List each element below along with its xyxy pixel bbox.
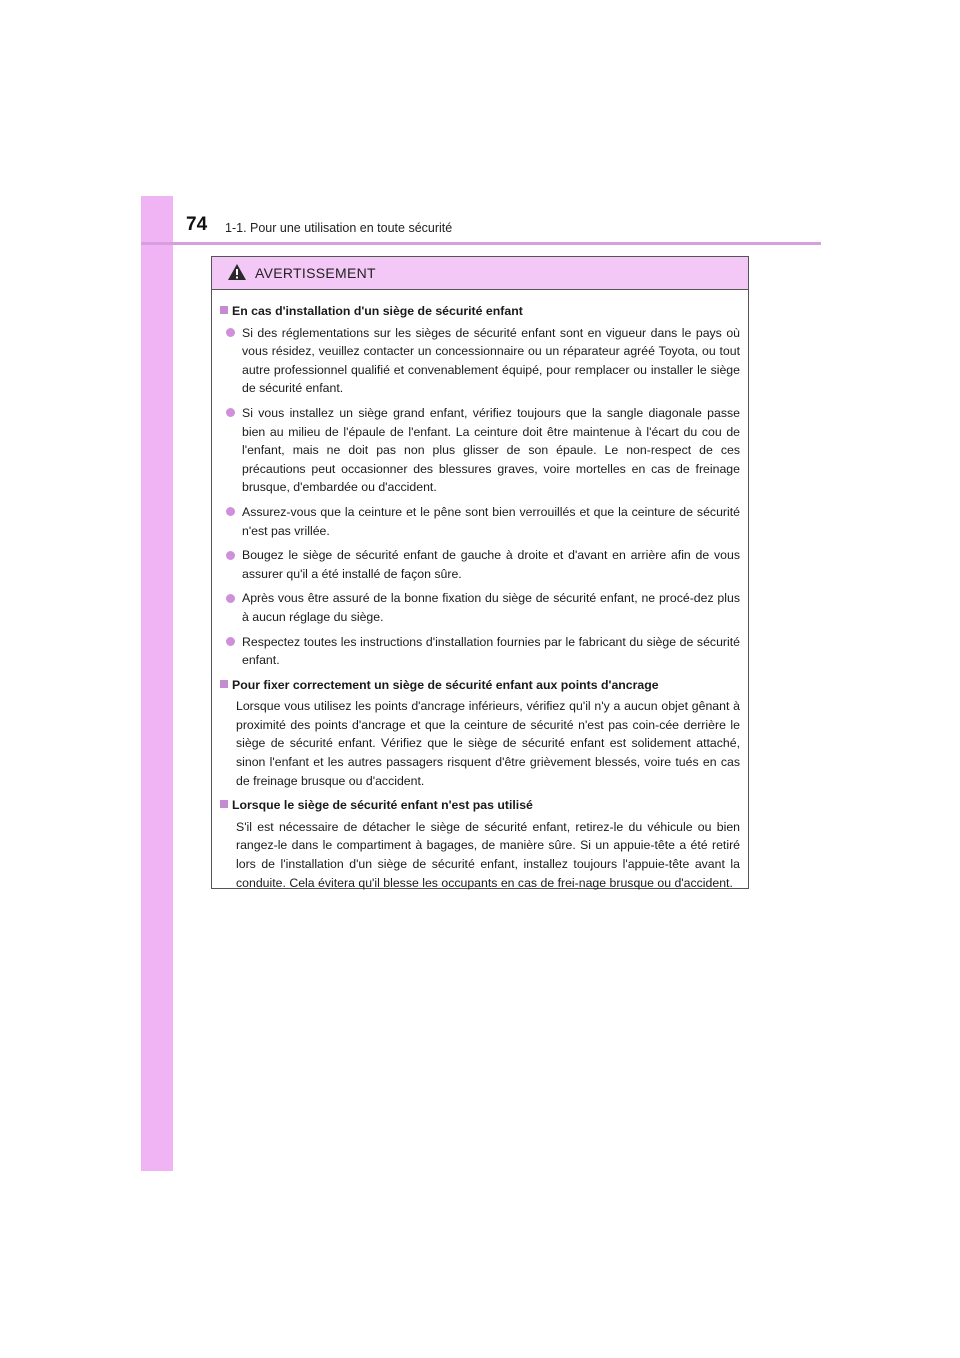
- warning-triangle-icon: [227, 263, 247, 281]
- list-item: [220, 503, 740, 540]
- list-item: [220, 589, 740, 626]
- list-item-text: Bougez le siège de sécurité enfant de gauche à droite et d'avant en arrière afin de vous assurer qu'il a été installé de façon sûre.: [242, 548, 740, 581]
- subsection-title-text: Pour fixer correctement un siège de sécurité enfant aux points d'ancrage: [232, 677, 659, 692]
- square-bullet-icon: [220, 680, 228, 688]
- list-item-text: Si des réglementations sur les sièges de sécurité enfant sont en vigueur dans le pays où vous résidez, veuillez contacter un concessionnaire ou un réparateur agréé Toyota, ou tout autre professionnel qualifié et convenablement équipé, pour remplacer ou installer le siège de sécurité enfant.: [242, 325, 740, 396]
- subsection-title-text: En cas d'installation d'un siège de sécurité enfant: [232, 304, 523, 318]
- square-bullet-icon: [220, 800, 228, 808]
- list-item-text: Respectez toutes les instructions d'installation fournies par le fabricant du siège de sécurité enfant.: [242, 634, 740, 668]
- circle-bullet-icon: [226, 408, 235, 417]
- page-number: 74: [186, 214, 208, 235]
- subsection-installation: [220, 302, 740, 670]
- subsection-title: [220, 796, 740, 815]
- side-band: [141, 196, 173, 1171]
- warning-body: [212, 290, 748, 892]
- list-item-text: Après vous être assuré de la bonne fixation du siège de sécurité enfant, ne procé-dez plus à aucun réglage du siège.: [242, 591, 740, 624]
- subsection-title: [220, 676, 740, 695]
- subsection-title-text: Lorsque le siège de sécurité enfant n'est pas utilisé: [232, 798, 533, 813]
- list-item: [220, 324, 740, 398]
- list-item: [220, 546, 740, 583]
- circle-bullet-icon: [226, 637, 235, 646]
- warning-header: [212, 257, 748, 290]
- circle-bullet-icon: [226, 551, 235, 560]
- warning-box: [211, 256, 749, 889]
- square-bullet-icon: [220, 306, 228, 314]
- header-rule: [141, 242, 821, 245]
- list-item: [220, 633, 740, 670]
- section-title: 1-1. Pour une utilisation en toute sécurité: [225, 221, 453, 235]
- subsection-anchor-points: [220, 676, 740, 791]
- warning-label: AVERTISSEMENT: [255, 265, 376, 281]
- circle-bullet-icon: [226, 328, 235, 337]
- circle-bullet-icon: [226, 507, 235, 516]
- list-item: [220, 404, 740, 497]
- subsection-text: Lorsque vous utilisez les points d'ancrage inférieurs, vérifiez qu'il n'y a aucun objet gênant à proximité des points d'ancrage et que la ceinture de sécurité n'est pas coin-cée derrière le siège de sécurité enfant. Vérifiez que le siège de sécurité enfant est solidement attaché, sinon l'enfant et les autres passagers risquent d'être grièvement blessés, voire tués en cas de freinage brusque ou d'accident.: [236, 699, 740, 788]
- list-item-text: Assurez-vous que la ceinture et le pêne sont bien verrouillés et que la ceinture de sécurité n'est pas vrillée.: [242, 504, 740, 538]
- subsection-text: S'il est nécessaire de détacher le siège de sécurité enfant, retirez-le du véhicule ou bien rangez-le dans le compartiment à bagages, de manière sûre. Si un appuie-tête a été retiré lors de l'installation d'un siège de sécurité enfant, installez toujours l'appuie-tête avant la conduite. Cela évitera qu'il blesse les occupants en cas de frei-nage brusque ou d'accident.: [236, 819, 740, 890]
- list-item-text: Si vous installez un siège grand enfant, vérifiez toujours que la sangle diagonale passe bien au milieu de l'épaule de l'enfant. La ceinture doit être maintenue à l'écart du cou de l'enfant, mais ne doit pas non plus glisser de son épaule. Le non-respect de ces précautions peut occasionner des blessures graves, voire mortelles en cas de freinage brusque, d'embardée ou d'accident.: [242, 405, 740, 495]
- subsection-title: [220, 302, 740, 321]
- circle-bullet-icon: [226, 594, 235, 603]
- subsection-not-in-use: [220, 796, 740, 892]
